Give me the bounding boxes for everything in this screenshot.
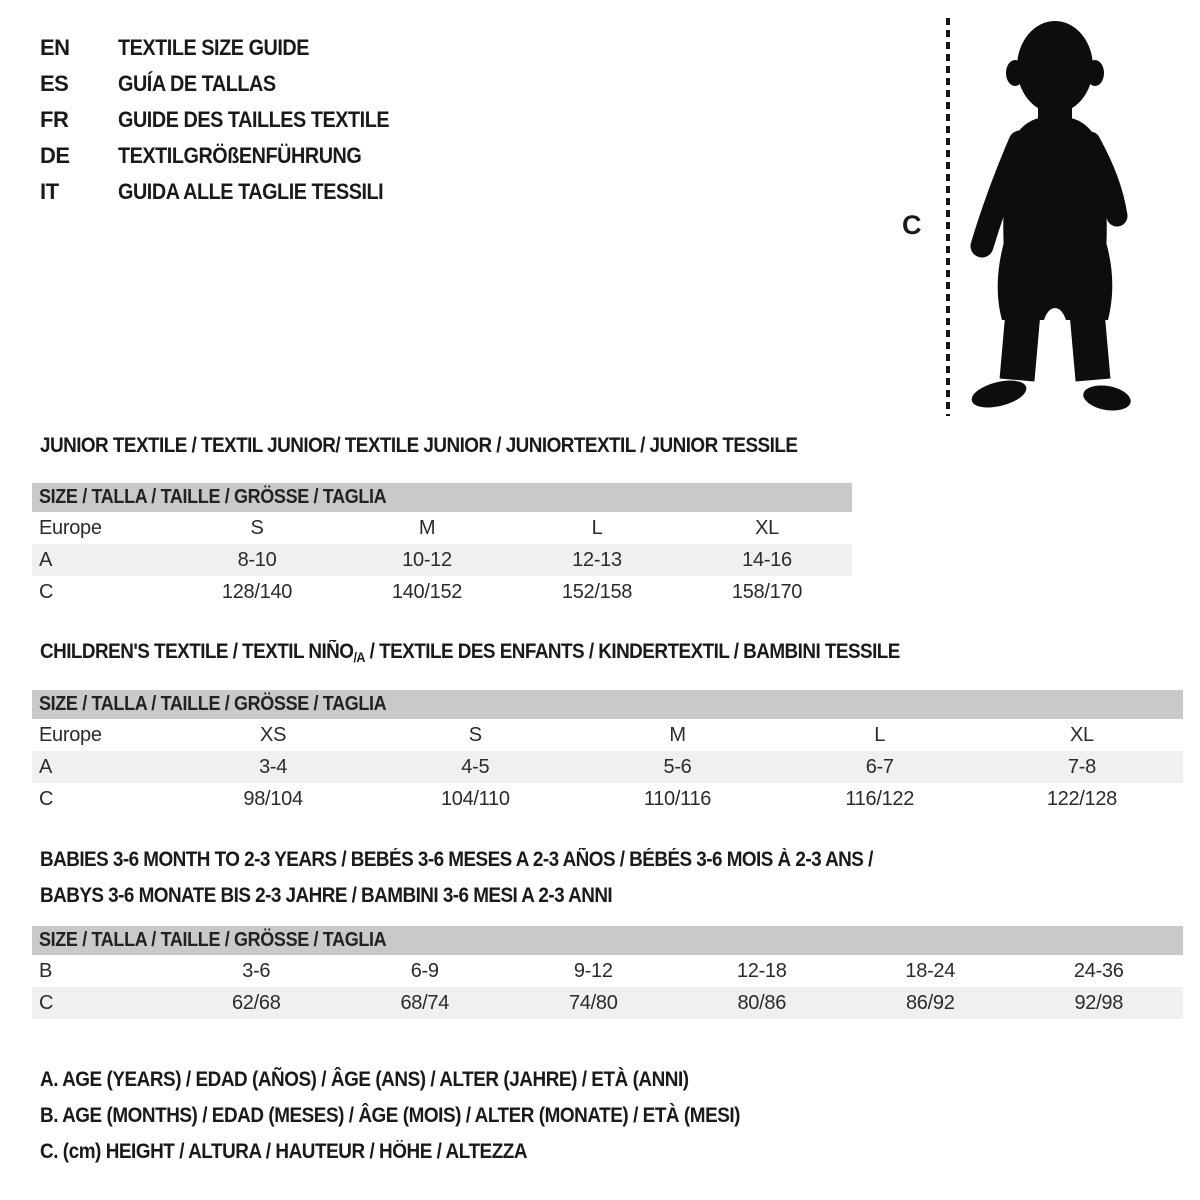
table-header-bar [32,483,852,512]
children-section-heading [40,640,995,665]
babies-heading-line2: BABYS 3-6 MONATE BIS 2-3 JAHRE / BAMBINI 3-6 MESI A 2-3 ANNI [40,884,613,907]
footnotes [40,1068,818,1176]
table-row [32,751,1183,783]
language-code: DE [40,143,70,168]
language-label: GUÍA DE TALLAS [118,71,276,96]
table-header-text: SIZE / TALLA / TAILLE / GRÖSSE / TAGLIA [39,693,387,715]
table-cell: 3-4 [259,755,288,778]
table-cell: 9-12 [573,959,613,982]
table-cell: L [591,516,603,539]
language-label: GUIDE DES TAILLES TEXTILE [118,107,390,132]
table-cell: S [250,516,264,539]
row-label: A [39,548,53,571]
table-cell: 6-7 [865,755,894,778]
table-cell: M [418,516,436,539]
table-cell: 158/170 [731,580,803,603]
table-cell: M [669,723,686,746]
language-label: TEXTILGRÖßENFÜHRUNG [118,143,362,168]
table-cell: 14-16 [742,548,792,571]
table-cell: 68/74 [400,991,450,1014]
table-cell: 122/128 [1046,787,1118,810]
table-cell: L [874,723,886,746]
table-cell: 18-24 [905,959,956,982]
height-measure-label: C [902,210,922,240]
language-row-fr [40,102,419,138]
table-cell: 10-12 [402,548,452,571]
children-heading-subscript: /A [353,649,365,665]
language-legend [40,30,419,210]
table-cell: S [468,723,482,746]
table-row [32,987,1183,1019]
row-label: C [39,991,54,1014]
table-cell: 92/98 [1074,991,1124,1014]
table-cell: 8-10 [237,548,277,571]
table-row [32,576,852,608]
language-code: IT [40,179,59,204]
junior-section-heading [40,434,882,458]
table-cell: 116/122 [845,787,915,810]
table-cell: 6-9 [410,959,439,982]
footnote-a: A. AGE (YEARS) / EDAD (AÑOS) / ÂGE (ANS) / ALTER (JAHRE) / ETÀ (ANNI) [40,1068,689,1091]
table-cell: 3-6 [242,959,271,982]
table-cell: XS [260,723,287,746]
table-cell: XL [1069,723,1094,746]
row-label: Europe [39,516,102,539]
table-cell: 128/140 [221,580,293,603]
row-label: A [39,755,53,778]
table-cell: 104/110 [440,787,510,810]
language-label: GUIDA ALLE TAGLIE TESSILI [118,179,384,204]
junior-size-table [32,483,852,608]
row-label: Europe [39,723,102,746]
footnote-b: B. AGE (MONTHS) / EDAD (MESES) / ÂGE (MOIS) / ALTER (MONATE) / ETÀ (MESI) [40,1104,741,1127]
table-row [32,719,1183,751]
table-cell: 12-18 [736,959,787,982]
row-label: B [39,959,53,982]
children-heading-part1: CHILDREN'S TEXTILE / TEXTIL NIÑO [40,640,354,663]
toddler-silhouette-icon [964,20,1138,418]
children-size-table [32,690,1183,815]
row-label: C [39,580,54,603]
height-measure-dashed-line [946,18,950,416]
table-cell: 86/92 [905,991,955,1014]
language-code: ES [40,71,69,96]
table-row [32,783,1183,815]
table-cell: 74/80 [568,991,618,1014]
babies-size-table [32,926,1183,1019]
table-header-text: SIZE / TALLA / TAILLE / GRÖSSE / TAGLIA [39,486,387,508]
table-cell: 7-8 [1067,755,1096,778]
footnote-c: C. (cm) HEIGHT / ALTURA / HAUTEUR / HÖHE / ALTEZZA [40,1140,528,1163]
language-row-en [40,30,419,66]
table-cell: 12-13 [572,548,622,571]
table-cell: XL [755,516,779,539]
table-cell: 80/86 [737,991,787,1014]
table-cell: 110/116 [643,787,712,810]
table-header-bar [32,926,1183,955]
table-cell: 62/68 [231,991,281,1014]
table-cell: 24-36 [1073,959,1124,982]
language-code: FR [40,107,69,132]
table-row [32,955,1183,987]
table-cell: 140/152 [391,580,463,603]
language-row-es [40,66,419,102]
children-heading-part2: / TEXTILE DES ENFANTS / KINDERTEXTIL / BAMBINI TESSILE [364,640,900,663]
table-cell: 152/158 [561,580,633,603]
table-header-bar [32,690,1183,719]
table-cell: 98/104 [243,787,303,810]
language-row-de [40,138,419,174]
babies-heading-line1: BABIES 3-6 MONTH TO 2-3 YEARS / BEBÉS 3-6 MESES A 2-3 AÑOS / BÉBÉS 3-6 MOIS À 2-3 ANS / [40,848,873,871]
table-row [32,544,852,576]
babies-section-heading [40,848,965,920]
language-label: TEXTILE SIZE GUIDE [118,35,310,60]
table-header-text: SIZE / TALLA / TAILLE / GRÖSSE / TAGLIA [39,929,387,951]
table-row [32,512,852,544]
language-row-it [40,174,419,210]
language-code: EN [40,35,70,60]
row-label: C [39,787,54,810]
table-cell: 4-5 [461,755,490,778]
table-cell: 5-6 [663,755,692,778]
junior-heading-text: JUNIOR TEXTILE / TEXTIL JUNIOR/ TEXTILE JUNIOR / JUNIORTEXTIL / JUNIOR TESSILE [40,434,798,457]
children-heading-text [40,640,900,665]
